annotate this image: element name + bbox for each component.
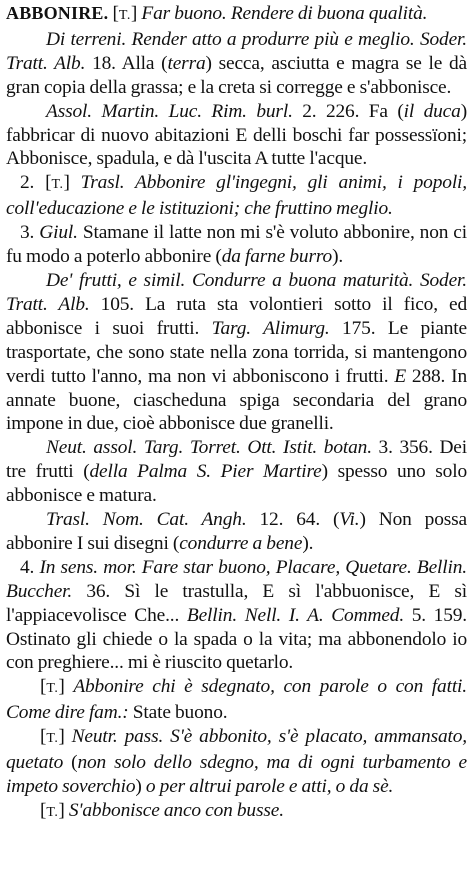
text-run: ) spesso uno solo abbonisce e matura. bbox=[6, 461, 467, 507]
italic-run: o per altrui parole e atti, o da sè. bbox=[145, 776, 394, 797]
sense-neutro-passivo bbox=[6, 725, 467, 799]
italic-run: E bbox=[394, 365, 407, 387]
small-caps-run: T. bbox=[51, 177, 64, 193]
italic-run: Trasl. Nom. Cat. Angh. bbox=[46, 509, 247, 531]
text-run: 18. Alla ( bbox=[85, 52, 168, 74]
sense-busse bbox=[6, 799, 467, 825]
text-run: 2. 226. Fa ( bbox=[292, 100, 404, 122]
text-run: 105. La ruta sta volontieri sotto il fico, ed abbonisce i suoi frutti. bbox=[6, 293, 468, 339]
text-run: ) fabbricar di nuovo abitazioni E delli boschi far possessïoni; Abbonisce, spadula, e dà l'uscita A tutte l'acque. bbox=[6, 100, 467, 170]
text-run: 2. [ bbox=[20, 172, 52, 194]
sense-4-morale bbox=[6, 556, 467, 676]
text-run: ) Non possa abbonire I sui disegni ( bbox=[6, 509, 467, 554]
italic-run: terra bbox=[167, 52, 206, 74]
text-run: ] bbox=[63, 172, 81, 194]
text-run: ). bbox=[302, 532, 314, 554]
italic-run: da farne burro bbox=[221, 246, 333, 268]
sense-frutti bbox=[6, 269, 467, 436]
text-run: 288. In annate buone, ciascheduna spiga secondaria del grano impone in due, cioè abbonisce due granelli. bbox=[6, 365, 467, 435]
text-run: ) bbox=[135, 776, 146, 797]
text-run: ) secca, asciutta e magra se le dà gran copia della grassa; e la creta si corregge e s'abbonisce. bbox=[6, 52, 468, 98]
text-run: ] bbox=[58, 676, 74, 698]
text-run: 3. 356. Dei tre frutti ( bbox=[6, 437, 467, 483]
small-caps-run: T. bbox=[118, 8, 131, 23]
italic-run: il duca bbox=[403, 100, 461, 122]
text-run: [ bbox=[108, 3, 119, 24]
entry-definition bbox=[6, 2, 467, 28]
small-caps-run: T. bbox=[46, 731, 59, 747]
italic-run: Targ. Alimurg. bbox=[211, 317, 330, 339]
text-run: ] bbox=[58, 799, 69, 821]
small-caps-run: T. bbox=[46, 804, 59, 820]
entry-headword: ABBONIRE. bbox=[6, 3, 109, 23]
italic-run: Giul. bbox=[39, 222, 78, 244]
italic-run: Bellin. Nell. I. A. Commed. bbox=[186, 604, 405, 626]
small-caps-run: T. bbox=[46, 681, 59, 697]
italic-run: condurre a bene bbox=[179, 532, 303, 554]
text-run: 3. bbox=[20, 222, 40, 244]
italic-run: In sens. mor. Fare star buono, Placare, Quetare. Bellin. Buccher. bbox=[6, 556, 467, 602]
sense-abbonire-sdegnato bbox=[6, 675, 467, 725]
text-run: [ bbox=[40, 726, 47, 748]
italic-run: Far buono. Rendere di buona qualità. bbox=[141, 3, 428, 24]
sense-assoluto bbox=[6, 100, 467, 172]
italic-run: De' frutti, e simil. Condurre a buona maturità. Soder. Tratt. Alb. bbox=[6, 269, 467, 315]
italic-run: Trasl. Abbonire gl'ingegni, gli animi, i popoli, coll'educazione e le istituzioni; che fruttino meglio. bbox=[6, 172, 467, 220]
italic-run: Di terreni. Render atto a produrre più e meglio. Soder. Tratt. Alb. bbox=[6, 28, 467, 74]
italic-run: Abbonire chi è sdegnato, con parole o con fatti. Come dire fam.: bbox=[6, 676, 467, 724]
italic-run: della Palma S. Pier Martire bbox=[89, 461, 322, 483]
text-run: ] bbox=[58, 726, 72, 748]
text-run: ] bbox=[130, 3, 142, 24]
text-run: State buono. bbox=[128, 702, 228, 724]
italic-run: Vi. bbox=[339, 509, 360, 531]
sense-terreni bbox=[6, 28, 467, 100]
text-run: 36. Sì le trastulla, E sì l'abbuonisce, E sì l'appiacevolisce Che... bbox=[6, 580, 467, 626]
text-run: 5. 159. Ostinato gli chiede o la spada o la vita; ma abbonendolo io con preghiere... mi è riuscito quetarlo. bbox=[6, 604, 467, 674]
italic-run: S'abbonisce anco con busse. bbox=[68, 799, 284, 821]
text-run: 175. Le piante trasportate, che sono state nella zona torrida, si mantengono verdi tutto l'anno, ma non vi abboniscono i frutti. bbox=[6, 317, 467, 387]
italic-run: Neutr. pass. S'è abbonito, s'è placato, ammansato, quetato bbox=[6, 726, 467, 774]
text-run: Stamane il latte non mi s'è voluto abbonire, non ci fu modo a poterlo abbonire ( bbox=[6, 222, 467, 268]
sense-2-traslato bbox=[6, 171, 467, 221]
sense-neutro-assoluto bbox=[6, 436, 467, 508]
text-run: [ bbox=[40, 799, 47, 821]
text-run: ). bbox=[332, 246, 344, 268]
sense-3 bbox=[6, 221, 467, 269]
text-run: ( bbox=[63, 752, 78, 774]
italic-run: non solo dello sdegno, ma di ogni turbamento e impeto soverchio bbox=[6, 752, 467, 797]
italic-run: Assol. Martin. Luc. Rim. burl. bbox=[46, 100, 293, 122]
text-run: [ bbox=[40, 676, 47, 698]
sense-traslato-nome bbox=[6, 508, 467, 556]
text-run: 4. bbox=[20, 556, 40, 578]
italic-run: Neut. assol. Targ. Torret. Ott. Istit. botan. bbox=[46, 437, 372, 459]
text-run: 12. 64. ( bbox=[246, 509, 340, 531]
